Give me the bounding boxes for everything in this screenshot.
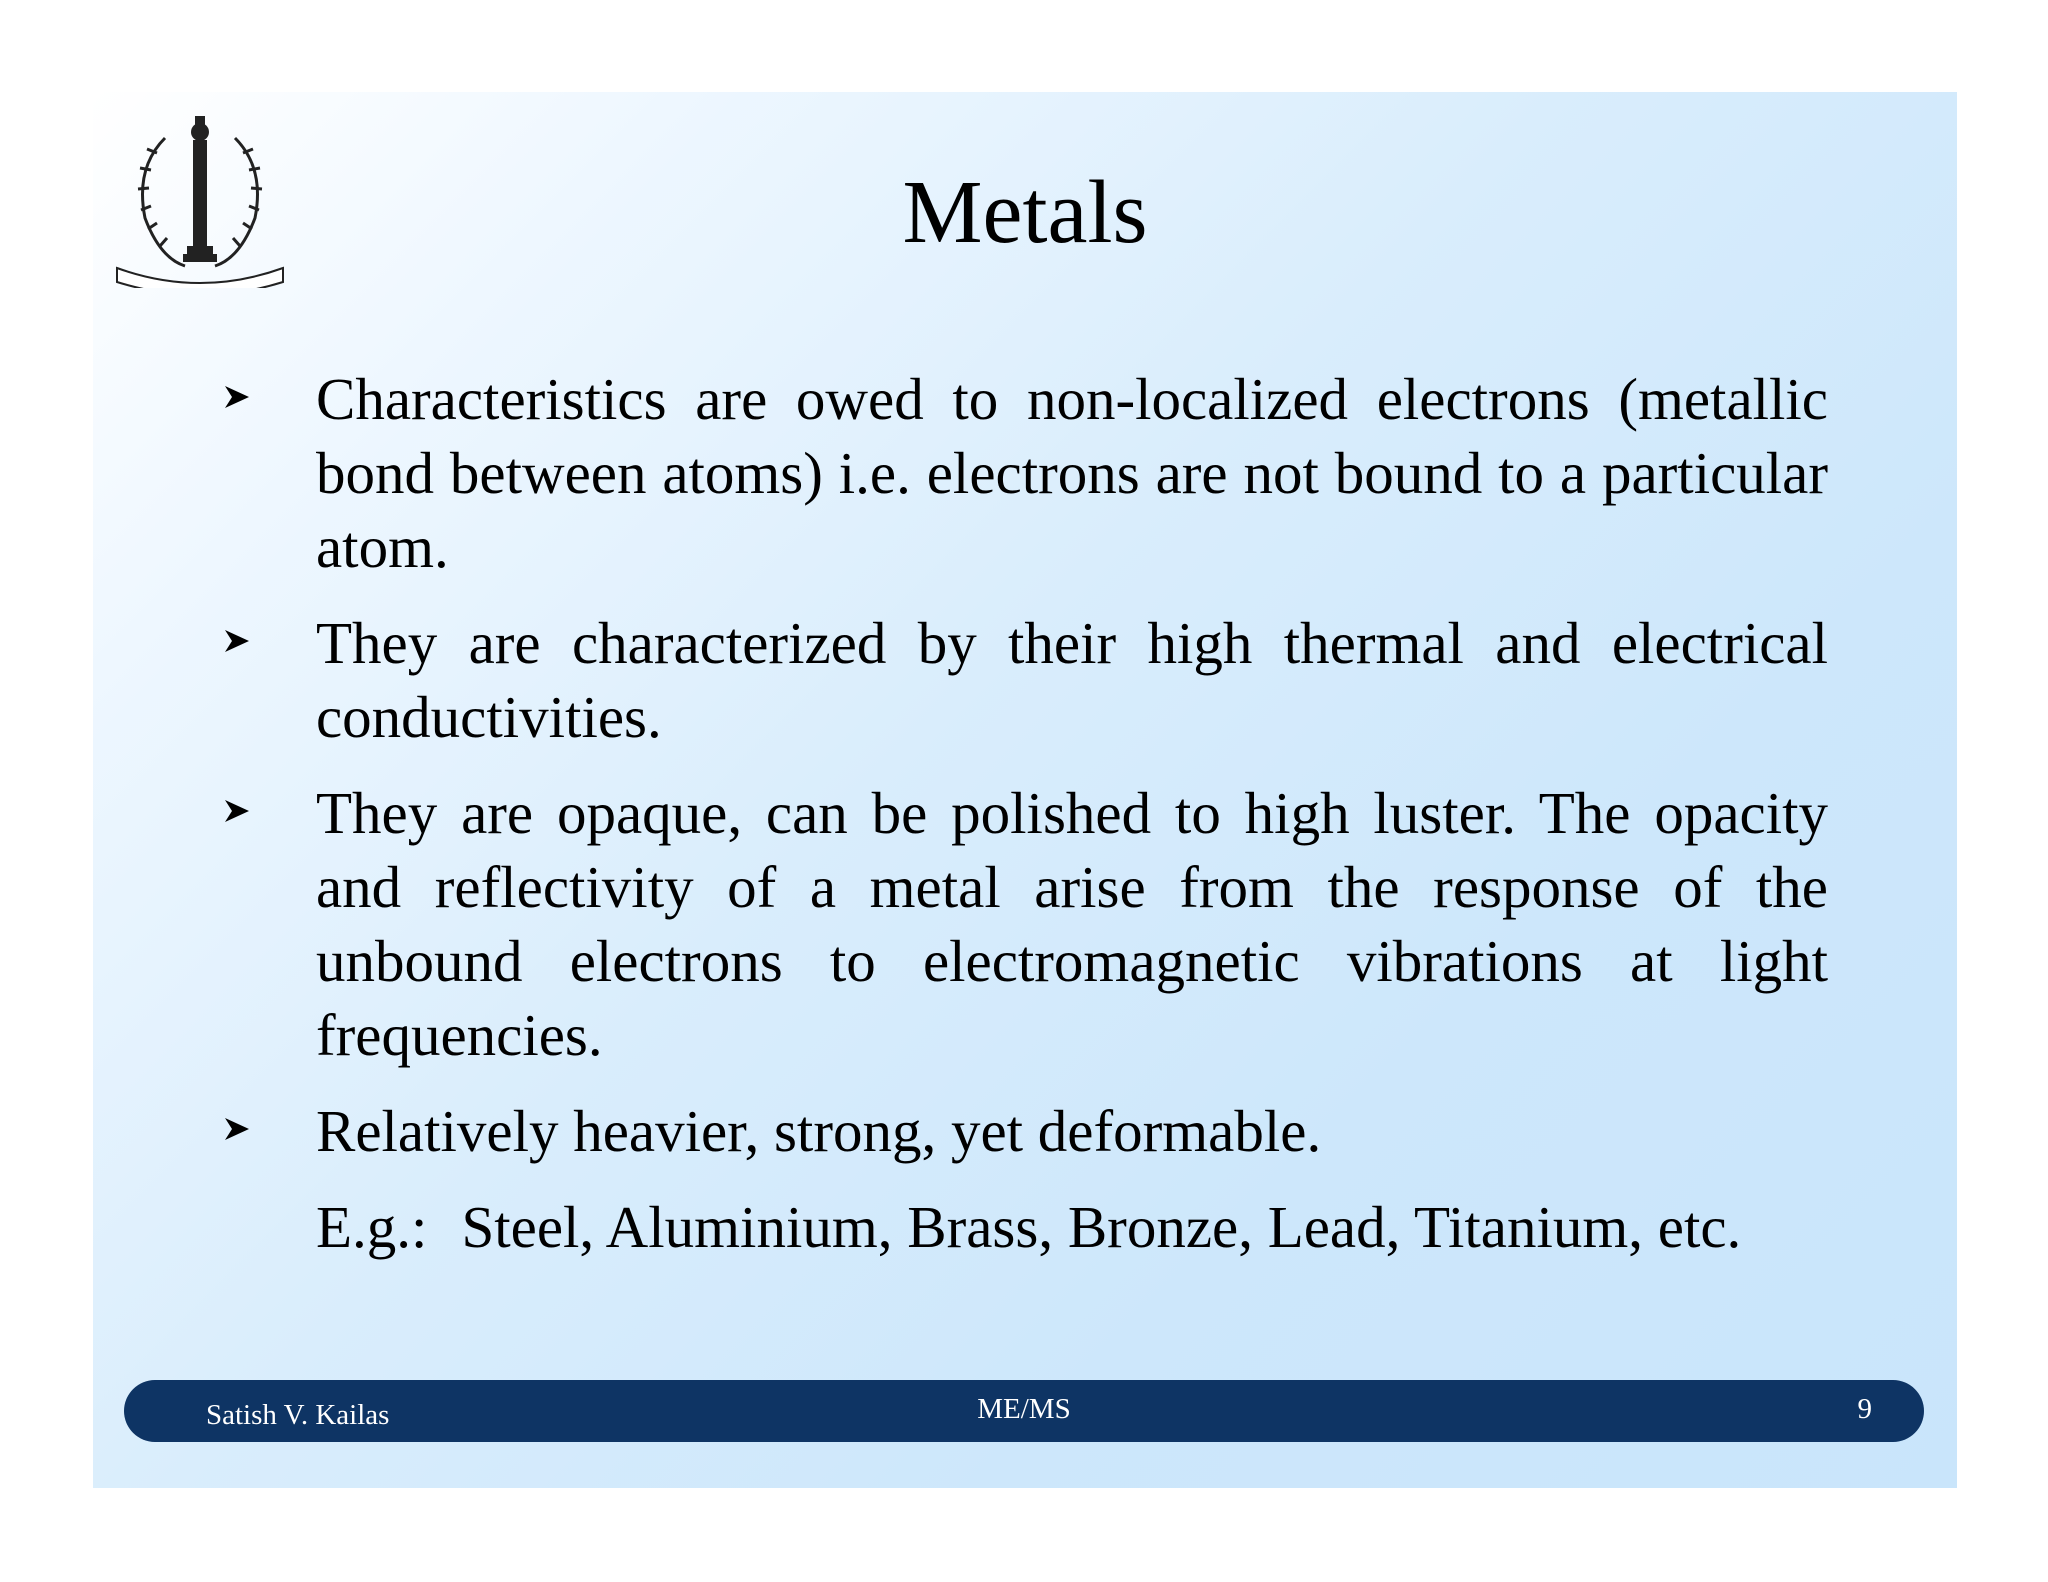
example-label: E.g.: — [316, 1194, 428, 1260]
bullet-item — [222, 362, 1828, 584]
example-text: Steel, Aluminium, Brass, Bronze, Lead, Titanium, etc. — [461, 1194, 1742, 1260]
bullet-text: They are characterized by their high thermal and electrical conductivities. — [316, 610, 1828, 750]
bullet-item — [222, 776, 1828, 1072]
footer-course: ME/MS — [977, 1393, 1071, 1425]
bullet-item — [222, 1094, 1828, 1168]
footer-bar — [124, 1380, 1924, 1442]
arrow-bullet-icon — [222, 626, 252, 656]
slide-title: Metals — [902, 163, 1148, 262]
bullet-item — [222, 606, 1828, 754]
arrow-bullet-icon — [222, 382, 252, 412]
page-number: 9 — [1857, 1393, 1872, 1425]
arrow-bullet-icon — [222, 796, 252, 826]
bullet-text: They are opaque, can be polished to high luster. The opacity and reflectivity of a metal arise from the response of the unbound electrons to electromagnetic vibrations at light frequencies. — [316, 780, 1828, 1068]
example-line — [222, 1190, 1828, 1264]
footer-author: Satish V. Kailas — [206, 1399, 390, 1431]
bullet-text: Characteristics are owed to non-localized electrons (metallic bond between atoms) i.e. electrons are not bound to a particular atom. — [316, 366, 1828, 580]
bullet-text: Relatively heavier, strong, yet deformable. — [316, 1098, 1322, 1164]
bullet-list — [222, 362, 1828, 1264]
arrow-bullet-icon — [222, 1114, 252, 1144]
